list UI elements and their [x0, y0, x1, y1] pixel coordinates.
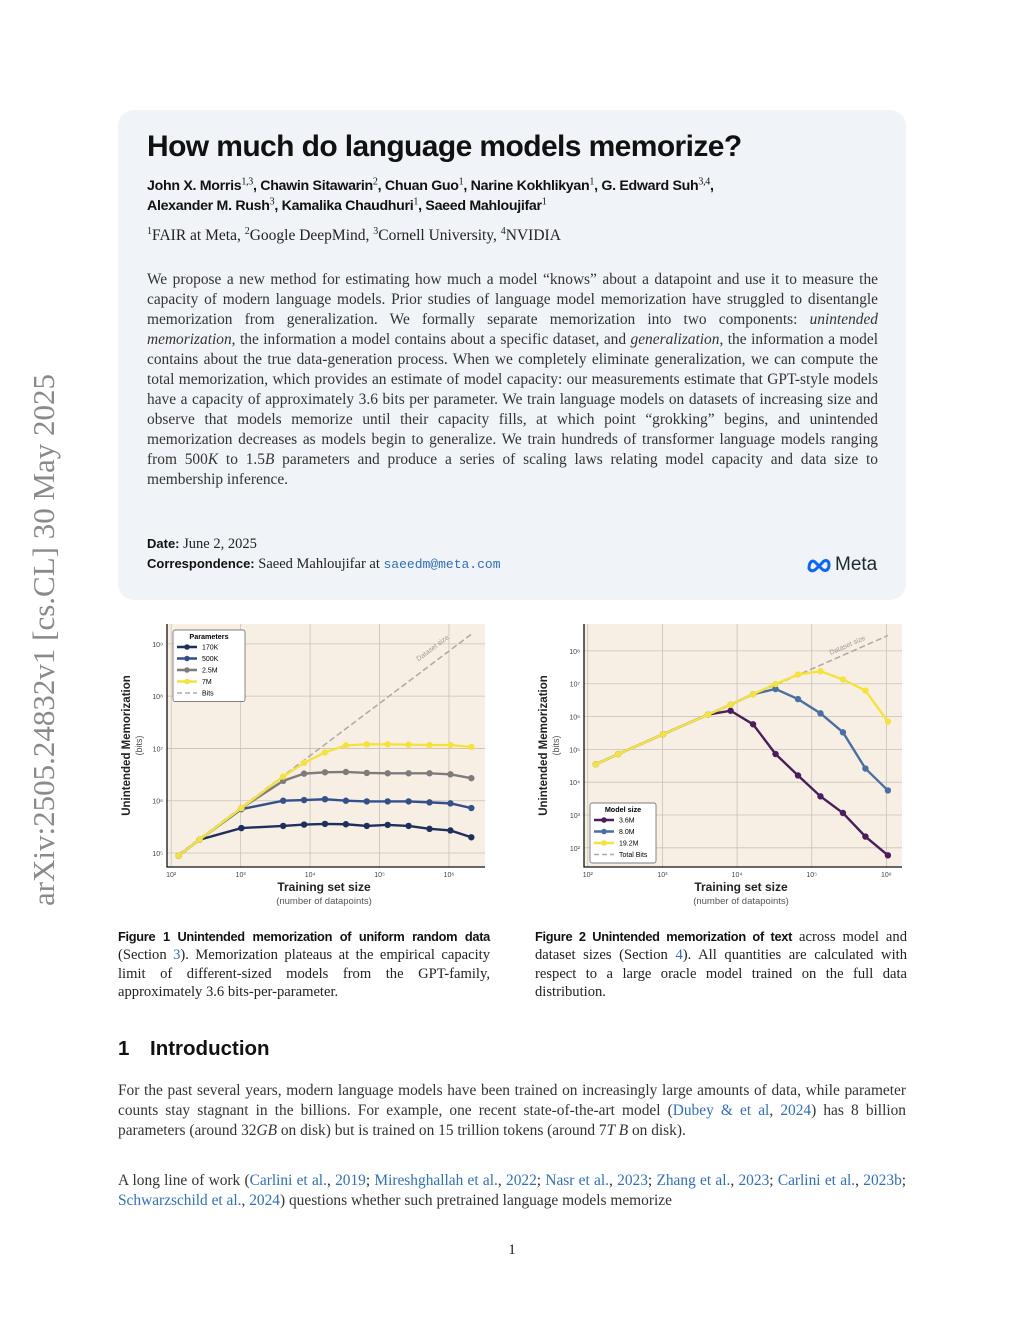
author-name: G. Edward Suh	[601, 178, 699, 194]
affiliation-name: Google DeepMind	[249, 227, 366, 245]
x-tick-label: 10³	[235, 872, 246, 879]
citation-link[interactable]: 2023	[617, 1172, 648, 1189]
x-tick-label: 10²	[582, 872, 593, 879]
legend-title: Model size	[604, 805, 642, 814]
data-point	[364, 798, 370, 804]
author-affiliation-mark: 2	[372, 176, 378, 188]
intro-paragraph-2	[118, 1171, 906, 1211]
x-tick-label: 10⁵	[806, 872, 818, 879]
text-segment: ,	[609, 1172, 618, 1189]
text-segment: (	[118, 947, 123, 964]
citation-link[interactable]: 2024	[249, 1192, 280, 1209]
text-segment: A long line of work (	[118, 1172, 250, 1189]
data-point	[862, 765, 868, 771]
data-point	[301, 821, 307, 827]
data-point	[468, 805, 474, 811]
figure-1-caption	[118, 928, 490, 1002]
citation-link[interactable]: 3	[173, 947, 181, 964]
legend-label: 19.2M	[619, 840, 639, 848]
text-segment: to 1.5	[218, 451, 265, 468]
legend-marker	[601, 829, 607, 835]
page-number: 1	[508, 1242, 516, 1258]
data-point	[301, 760, 307, 766]
legend-label: 170K	[202, 644, 219, 652]
data-point	[280, 798, 286, 804]
text-segment: Section	[122, 947, 174, 964]
data-point	[772, 751, 778, 757]
text-segment: ) has 8 billion parameters (around 32	[118, 1102, 907, 1139]
data-point	[885, 718, 891, 724]
arxiv-stamp: arXiv:2505.24832v1 [cs.CL] 30 May 2025	[26, 373, 61, 907]
text-segment: ,	[241, 1192, 250, 1209]
data-point	[468, 744, 474, 750]
author-affiliation-mark: 3	[269, 196, 275, 208]
legend-label: 500K	[202, 656, 219, 663]
author-name: Chuan Guo	[384, 178, 459, 194]
author-name: Alexander M. Rush	[147, 198, 270, 214]
author-list: John X. Morris$^{1,3}$, Chawin Sitawarin$^2$, Chuan Guo$^1$, Narine Kokhlikyan$^1$, G. Edward Suh$^{3,4}$, Alexander M. Rush$^3$, Kamalika Chaudhuri$^1$, Saeed Mahloujifar$^1$	[147, 176, 714, 214]
text-segment: For the past several years, modern language models have been trained on increasingly large amounts of data, while parameter counts stay stagnant in the billions. For example, one recent state-of-the-art model (	[118, 1082, 906, 1119]
author-name: Chawin Sitawarin	[260, 178, 373, 194]
y-tick-label: 10⁹	[152, 641, 163, 649]
data-point	[615, 751, 621, 757]
data-point	[840, 676, 846, 682]
author-affiliation-mark: 3,4	[698, 176, 710, 188]
author-affiliation-mark: 1	[541, 196, 547, 208]
author-affiliation-mark: 1,3	[241, 176, 253, 188]
data-point	[343, 742, 349, 748]
y-axis-sublabel: (bits)	[134, 735, 144, 756]
data-point	[196, 836, 202, 842]
y-tick-label: 10⁶	[152, 798, 163, 806]
figure-2-caption	[535, 928, 907, 1002]
text-segment: ,	[326, 1172, 336, 1189]
citation-link[interactable]: 4	[675, 947, 683, 964]
affiliation-name: FAIR at Meta	[152, 227, 237, 245]
text-segment: GB	[256, 1122, 277, 1139]
data-point	[322, 749, 328, 755]
data-point	[426, 770, 432, 776]
legend-marker	[601, 840, 607, 846]
legend-marker	[184, 644, 190, 650]
meta-logo	[806, 554, 877, 576]
dataset-size-annotation: Dataset size	[828, 634, 867, 657]
figure-2-chart	[535, 620, 915, 910]
legend-title: Parameters	[189, 632, 229, 641]
data-point	[727, 701, 733, 707]
intro-paragraph-1	[118, 1081, 906, 1141]
citation-link[interactable]: 2022	[506, 1172, 537, 1189]
data-point	[468, 834, 474, 840]
text-segment: on disk) but is trained on 15 trillion tokens (around 7	[277, 1122, 607, 1139]
data-point	[364, 823, 370, 829]
legend-marker	[184, 656, 190, 662]
data-point	[238, 825, 244, 831]
data-point	[447, 827, 453, 833]
data-point	[238, 805, 244, 811]
legend-marker	[184, 667, 190, 673]
data-point	[705, 711, 711, 717]
data-point	[727, 708, 733, 714]
data-point	[426, 799, 432, 805]
citation-link[interactable]: Mireshghallah et al.	[374, 1172, 498, 1189]
legend-marker	[184, 679, 190, 685]
data-point	[750, 691, 756, 697]
legend-label: Bits	[202, 690, 214, 698]
date-line	[147, 536, 257, 553]
abstract-box	[118, 110, 906, 600]
data-point	[364, 770, 370, 776]
meta-infinity-icon	[806, 557, 832, 573]
x-axis-sublabel: (number of datapoints)	[276, 896, 372, 907]
x-tick-label: 10⁴	[731, 872, 743, 879]
x-tick-label: 10²	[166, 872, 177, 879]
data-point	[426, 826, 432, 832]
text-segment: We propose a new method for estimating how much a model “knows” about a datapoint and use it to measure the capacity of modern language models. Prior studies of language model memorization have struggled to disentangle memorization from generalization. We formally separate memorization into two components:	[147, 271, 878, 328]
text-segment: Figure 1 Unintended memorization of uniform random data	[118, 929, 490, 944]
y-tick-label: 10⁸	[152, 694, 163, 702]
legend-marker	[601, 817, 607, 823]
text-segment: Figure 2 Unintended memorization of text	[535, 929, 793, 944]
text-segment: ). All quantities are calculated with respect to a large oracle model trained on the full data distribution.	[535, 947, 907, 1001]
legend-label: Total Bits	[619, 852, 648, 859]
text-segment: on disk).	[628, 1122, 686, 1139]
author-affiliation-mark: 1	[413, 196, 419, 208]
data-point	[840, 729, 846, 735]
text-segment: ,	[497, 1172, 507, 1189]
data-point	[885, 787, 891, 793]
x-axis-label: Training set size	[694, 880, 788, 894]
citation-link[interactable]: Nasr et al.	[545, 1172, 609, 1189]
data-point	[405, 741, 411, 747]
affiliation-name: Cornell University	[378, 227, 494, 245]
text-segment: K	[207, 451, 219, 468]
legend-label: 7M	[202, 679, 212, 686]
meta-logo-text: Meta	[835, 554, 878, 575]
data-point	[817, 793, 823, 799]
x-tick-label: 10⁵	[374, 872, 385, 879]
text-segment: ;	[647, 1172, 657, 1189]
data-point	[405, 798, 411, 804]
author-affiliation-mark: 1	[589, 176, 595, 188]
x-axis-sublabel: (number of datapoints)	[693, 896, 789, 907]
data-point	[772, 681, 778, 687]
legend-label: 3.6M	[619, 817, 635, 825]
data-point	[322, 769, 328, 775]
author-name: Saeed Mahloujifar	[425, 198, 542, 214]
data-point	[385, 741, 391, 747]
text-segment: , the information a model contains about a specific dataset, and	[231, 331, 631, 348]
data-point	[301, 770, 307, 776]
x-tick-label: 10⁶	[443, 872, 455, 879]
data-point	[405, 823, 411, 829]
data-point	[385, 798, 391, 804]
section-number: 1	[118, 1037, 130, 1060]
data-point	[322, 796, 328, 802]
data-point	[426, 742, 432, 748]
author-name: Kamalika Chaudhuri	[281, 198, 414, 214]
text-segment: T B	[606, 1122, 629, 1139]
figure-1-chart	[118, 620, 498, 910]
y-tick-label: 10⁵	[152, 851, 163, 859]
citation-link[interactable]: Schwarzschild et al.	[118, 1192, 242, 1209]
text-segment: ;	[536, 1172, 546, 1189]
data-point	[795, 696, 801, 702]
y-tick-label: 10²	[569, 845, 580, 853]
text-segment: ,	[730, 1172, 739, 1189]
data-point	[447, 742, 453, 748]
citation-link[interactable]: Zhang et al.	[656, 1172, 731, 1189]
y-axis-label: Unintended Memorization	[538, 675, 550, 816]
paper-title: How much do language models memorize?	[147, 130, 742, 163]
text-segment: B	[264, 451, 275, 468]
legend-label: 8.0M	[619, 829, 635, 836]
data-point	[593, 761, 599, 767]
date-label: Date:	[147, 536, 180, 551]
data-point	[447, 800, 453, 806]
data-point	[301, 797, 307, 803]
dataset-size-annotation: Dataset size	[415, 634, 451, 664]
x-tick-label: 10³	[657, 872, 668, 879]
correspondence-line	[147, 556, 501, 573]
author-affiliation-mark: 1	[458, 176, 464, 188]
data-point	[885, 852, 891, 858]
data-point	[343, 798, 349, 804]
data-point	[343, 769, 349, 775]
text-segment: ,	[769, 1102, 781, 1119]
data-point	[175, 852, 181, 858]
correspondence-label: Correspondence:	[147, 556, 255, 571]
citation-link[interactable]: 2023	[738, 1172, 770, 1189]
data-point	[795, 772, 801, 778]
y-tick-label: 10⁸	[569, 648, 580, 656]
author-name: Narine Kokhlikyan	[470, 178, 590, 194]
y-tick-label: 10⁷	[569, 681, 580, 689]
text-segment: ) questions whether such pretrained language models memorize	[280, 1192, 672, 1209]
citation-link[interactable]: Carlini et al.	[777, 1172, 856, 1189]
legend-label: 2.5M	[202, 667, 218, 675]
data-point	[862, 687, 868, 693]
citation-link[interactable]: 2023b	[863, 1172, 902, 1189]
affiliation-name: NVIDIA	[505, 227, 561, 245]
y-tick-label: 10⁷	[152, 746, 163, 754]
x-tick-label: 10⁴	[304, 872, 316, 879]
date-value: June 2, 2025	[183, 536, 257, 552]
correspondence-name: Saeed Mahloujifar at	[258, 556, 380, 572]
data-point	[817, 710, 823, 716]
data-point	[660, 731, 666, 737]
data-point	[280, 823, 286, 829]
text-segment: ;	[769, 1172, 778, 1189]
data-point	[322, 821, 328, 827]
y-axis-label: Unintended Memorization	[121, 675, 133, 816]
text-segment: ;	[365, 1172, 375, 1189]
text-segment: across model and dataset sizes (Section	[535, 929, 907, 964]
y-axis-sublabel: (bits)	[551, 735, 561, 756]
affiliation-mark: 4	[500, 226, 506, 237]
data-point	[750, 721, 756, 727]
affiliation-mark: 3	[373, 226, 379, 237]
data-point	[862, 833, 868, 839]
section-heading	[118, 1037, 270, 1061]
affiliation-mark: 1	[147, 226, 152, 237]
y-tick-label: 10⁴	[569, 780, 580, 788]
y-tick-label: 10⁶	[569, 714, 580, 722]
data-point	[343, 821, 349, 827]
citation-link[interactable]: Carlini et al.	[249, 1172, 327, 1189]
citation-link[interactable]: 2024	[780, 1102, 812, 1119]
data-point	[405, 770, 411, 776]
author-name: John X. Morris	[147, 178, 242, 194]
data-point	[817, 668, 823, 674]
affiliation-mark: 2	[244, 226, 250, 237]
text-segment: ). Memorization plateaus at the empirical capacity limit of different-sized models from the GPT-family, approximately 3.6 bits-per-parameter.	[118, 947, 490, 1001]
citation-link[interactable]: Dubey & et al	[672, 1102, 770, 1119]
data-point	[795, 671, 801, 677]
email-link[interactable]: saeedm@meta.com	[383, 557, 501, 572]
y-tick-label: 10³	[569, 812, 580, 820]
abstract	[147, 270, 878, 490]
text-segment: unintended memorization	[147, 311, 878, 348]
section-title: Introduction	[150, 1037, 270, 1060]
data-point	[447, 771, 453, 777]
text-segment: , the information a model contains about the true data-generation process. When we completely eliminate generalization, we can compute the total memorization, which provides an estimate of model capacity: our measurements estimate that GPT-style models have a capacity of approximately 3.6 bits per parameter. We train language models on datasets of increasing size and observe that models memorize until their capacity fills, at which point “grokking” begins, and unintended memorization decreases as models begin to generalize. We train hundreds of transformer language models ranging from 500	[147, 331, 878, 468]
text-segment: ;	[901, 1172, 907, 1189]
text-segment: ,	[855, 1172, 864, 1189]
y-tick-label: 10⁵	[569, 747, 580, 755]
data-point	[364, 741, 370, 747]
data-point	[840, 810, 846, 816]
data-point	[385, 770, 391, 776]
data-point	[280, 773, 286, 779]
data-point	[385, 822, 391, 828]
data-point	[468, 775, 474, 781]
x-axis-label: Training set size	[277, 880, 371, 894]
citation-link[interactable]: 2019	[335, 1172, 366, 1189]
text-segment: parameters and produce a series of scaling laws relating model capacity and data size to membership inference.	[147, 451, 878, 488]
text-segment: generalization	[630, 331, 720, 348]
x-tick-label: 10⁶	[881, 872, 892, 879]
affiliations: $^1$FAIR at Meta, $^2$Google DeepMind, $^3$Cornell University, $^4$NVIDIA	[147, 226, 561, 245]
